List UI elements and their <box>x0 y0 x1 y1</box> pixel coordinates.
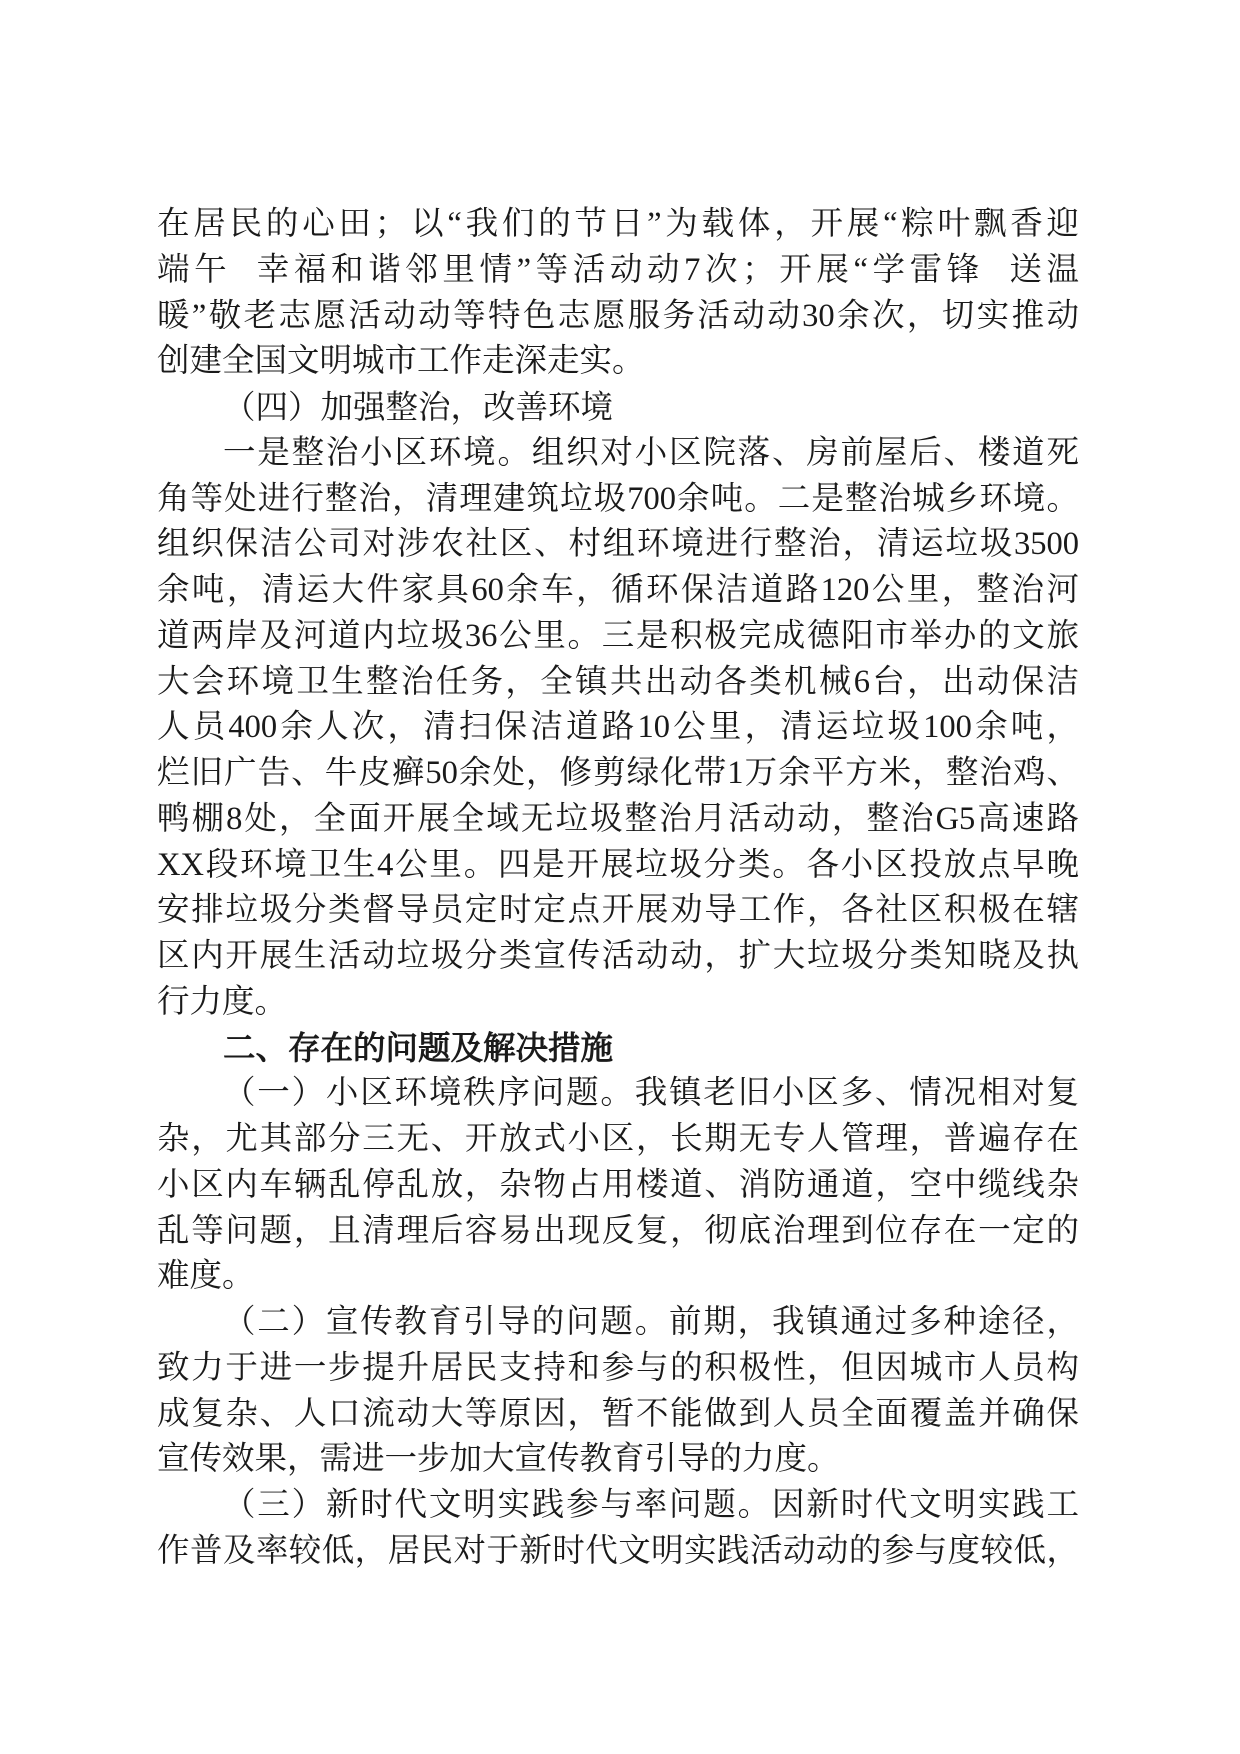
text-line: 烂旧广告、牛皮癣50余处，修剪绿化带1万余平方米，整治鸡、 <box>157 755 1079 791</box>
text-line: （二）宣传教育引导的问题。前期，我镇通过多种途径， <box>223 1304 1079 1340</box>
subsection-heading: （四）加强整治，改善环境 <box>223 388 614 426</box>
text-line: 区内开展生活动垃圾分类宣传活动动，扩大垃圾分类知晓及执 <box>157 938 1079 974</box>
text-line: 大会环境卫生整治任务，全镇共出动各类机械6台，出动保洁 <box>157 663 1079 700</box>
text-line: 作普及率较低，居民对于新时代文明实践活动动的参与度较低， <box>157 1532 1079 1569</box>
text-line: 宣传效果，需进一步加大宣传教育引导的力度。 <box>157 1441 840 1478</box>
text-line: 余吨，清运大件家具60余车，循环保洁道路120公里，整治河 <box>157 572 1079 608</box>
text-line: （一）小区环境秩序问题。我镇老旧小区多、情况相对复 <box>223 1075 1079 1112</box>
paragraph-environment-rectification <box>157 431 1079 1026</box>
paragraph-continuation <box>157 202 1079 385</box>
text-line: 小区内车辆乱停乱放，杂物占用楼道、消防通道，空中缆线杂 <box>157 1166 1079 1203</box>
text-line: 一是整治小区环境。组织对小区院落、房前屋后、楼道死 <box>223 434 1079 471</box>
text-line: 难度。 <box>157 1258 255 1295</box>
text-line: 暖”敬老志愿活动动等特色志愿服务活动动30余次，切实推动 <box>157 297 1079 334</box>
text-line: 杂，尤其部分三无、开放式小区，长期无专人管理，普遍存在 <box>157 1121 1079 1157</box>
text-line: 行力度。 <box>157 983 288 1020</box>
text-line: 致力于进一步提升居民支持和参与的积极性，但因城市人员构 <box>157 1349 1079 1386</box>
text-line: 安排垃圾分类督导员定时定点开展劝导工作，各社区积极在辖 <box>157 892 1079 929</box>
paragraph-issue-2 <box>157 1300 1079 1483</box>
text-line: 创建全国文明城市工作走深走实。 <box>157 343 645 380</box>
text-line: 乱等问题，且清理后容易出现反复，彻底治理到位存在一定的 <box>157 1212 1079 1249</box>
text-line: 成复杂、人口流动大等原因，暂不能做到人员全面覆盖并确保 <box>157 1395 1079 1432</box>
text-line: 角等处进行整治，清理建筑垃圾700余吨。二是整治城乡环境。 <box>157 480 1079 517</box>
text-line: 鸭棚8处，全面开展全域无垃圾整治月活动动，整治G5高速路 <box>157 800 1079 837</box>
paragraph-issue-1 <box>157 1071 1079 1300</box>
paragraph-issue-3 <box>157 1483 1079 1575</box>
text-line: 端午 幸福和谐邻里情”等活动动7次；开展“学雷锋 送温 <box>157 251 1079 288</box>
text-line: 道两岸及河道内垃圾36公里。三是积极完成德阳市举办的文旅 <box>157 617 1079 654</box>
text-body <box>157 202 1079 1575</box>
text-line: 组织保洁公司对涉农社区、村组环境进行整治，清运垃圾3500 <box>157 526 1079 563</box>
text-line: （三）新时代文明实践参与率问题。因新时代文明实践工 <box>223 1487 1079 1523</box>
text-line: 人员400余人次，清扫保洁道路10公里，清运垃圾100余吨， <box>157 709 1079 746</box>
text-line: XX段环境卫生4公里。四是开展垃圾分类。各小区投放点早晚 <box>157 846 1079 883</box>
section-heading: 二、存在的问题及解决措施 <box>223 1029 614 1066</box>
text-line: 在居民的心田；以“我们的节日”为载体，开展“粽叶飘香迎 <box>157 206 1079 242</box>
